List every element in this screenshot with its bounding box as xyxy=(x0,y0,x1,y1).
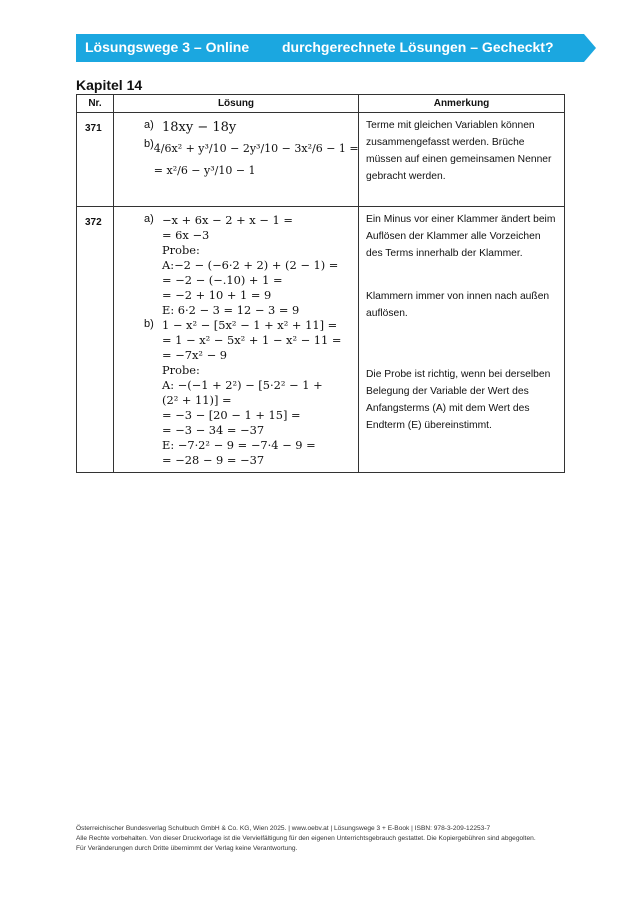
remark-cell xyxy=(359,207,565,473)
footer-line: Österreichischer Bundesverlag Schulbuch GmbH & Co. KG, Wien 2025. | www.oebv.at | Lösungswege 3 + E-Book | ISBN: 978-3-209-12253-7 xyxy=(76,825,491,832)
remark-text: Klammern immer von innen nach außen auflösen. xyxy=(366,291,550,319)
math-line: Probe: xyxy=(162,363,200,377)
solution-cell xyxy=(114,207,359,473)
math-line: = −2 + 10 + 1 = 9 xyxy=(162,288,272,302)
solution-part-a xyxy=(144,119,358,136)
footer-line: Für Veränderungen durch Dritte übernimmt der Verlag keine Verantwortung. xyxy=(76,845,298,852)
math-line: A: −(−1 + 2²) − [5·2² − 1 + xyxy=(162,378,323,392)
banner-title: Lösungswege 3 – Online xyxy=(85,39,250,55)
solutions-table xyxy=(76,94,565,473)
remark-text: Die Probe ist richtig, wenn bei derselben Belegung der Variable der Wert des Anfangsterms (A) mit dem Wert des Endterm (E) übereinstimmt. xyxy=(366,369,551,431)
footer-line: Alle Rechte vorbehalten. Von dieser Druckvorlage ist die Vervielfältigung für den eigenen Unterrichtsgebrauch gestattet. Die Kopiergebühren sind abgegolten. xyxy=(76,835,536,842)
part-label: b) xyxy=(144,138,154,150)
header-nr: Nr. xyxy=(77,95,114,113)
math-line: 1 − x² − [5x² − 1 + x² + 11] = xyxy=(162,318,338,332)
math-line: E: 6·2 − 3 = 12 − 3 = 9 xyxy=(162,303,300,317)
header-loesung: Lösung xyxy=(114,95,359,113)
math-line: 4/6x² + y³/10 − 2y³/10 − 3x²/6 − 1 = xyxy=(153,142,359,155)
footer xyxy=(76,824,536,854)
table-header-row xyxy=(77,95,565,113)
part-label: a) xyxy=(144,119,154,131)
math-line: = 1 − x² − 5x² + 1 − x² − 11 = xyxy=(162,333,342,347)
chapter-heading: Kapitel 14 xyxy=(76,77,143,93)
solution-part-b xyxy=(144,138,358,182)
header-anmerkung: Anmerkung xyxy=(359,95,565,113)
header-banner xyxy=(76,34,596,62)
math-line: = −3 − 34 = −37 xyxy=(162,423,265,437)
math-line: −x + 6x − 2 + x − 1 = xyxy=(162,213,293,227)
math-line: = −2 − (−.10) + 1 = xyxy=(162,273,283,287)
math-line: A:−2 − (−6·2 + 2) + (2 − 1) = xyxy=(162,258,339,272)
solution-part-b xyxy=(144,318,358,468)
part-label: a) xyxy=(144,213,154,225)
remark-cell xyxy=(359,113,565,207)
math-line: 18xy − 18y xyxy=(162,120,237,135)
math-line: = −3 − [20 − 1 + 15] = xyxy=(162,408,301,422)
math-line: = −28 − 9 = −37 xyxy=(162,453,265,467)
math-line: = x²/6 − y³/10 − 1 xyxy=(153,164,256,177)
solution-part-a xyxy=(144,213,358,318)
banner-subtitle: durchgerechnete Lösungen – Gecheckt? xyxy=(282,39,554,55)
remark-text: Terme mit gleichen Variablen können zusammengefasst werden. Brüche müssen auf einen gemeinsamen Nenner gebracht werden. xyxy=(366,120,552,182)
math-line: (2² + 11)] = xyxy=(162,393,232,407)
task-number: 371 xyxy=(77,113,114,207)
math-line: E: −7·2² − 9 = −7·4 − 9 = xyxy=(162,438,316,452)
math-line: = −7x² − 9 xyxy=(162,348,227,362)
math-line: = 6x −3 xyxy=(162,228,210,242)
solution-cell xyxy=(114,113,359,207)
remark-text: Ein Minus vor einer Klammer ändert beim Auflösen der Klammer alle Vorzeichen des Terms innerhalb der Klammer. xyxy=(366,214,556,259)
part-label: b) xyxy=(144,318,154,330)
math-line: Probe: xyxy=(162,243,200,257)
table-row xyxy=(77,113,565,207)
table-row xyxy=(77,207,565,473)
task-number: 372 xyxy=(77,207,114,473)
